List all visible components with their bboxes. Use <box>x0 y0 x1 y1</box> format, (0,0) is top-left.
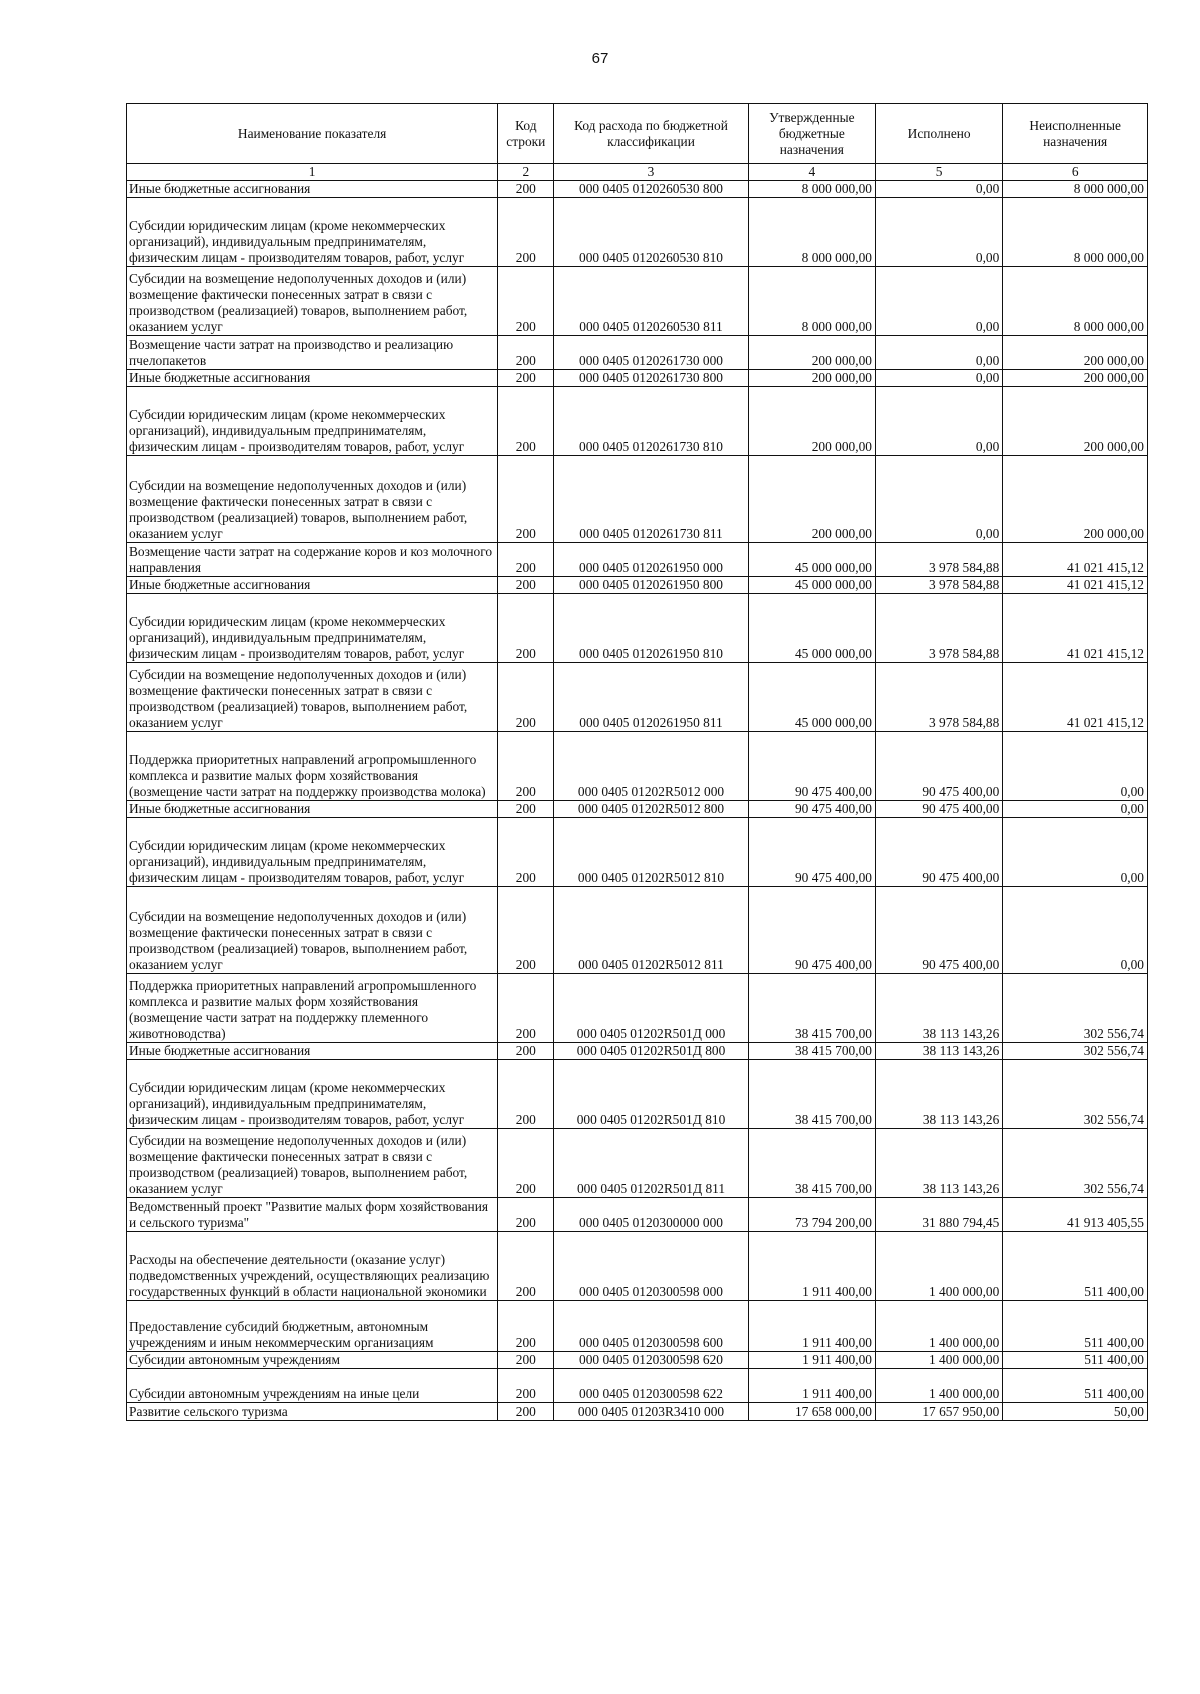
table-row <box>127 456 1148 543</box>
row-name: Субсидии юридическим лицам (кроме некоммерческих организаций), индивидуальным предпринимателям, физическим лицам - производителям товаров, работ, услуг <box>127 387 498 456</box>
row-approved: 45 000 000,00 <box>748 577 875 594</box>
row-classification-code: 000 0405 0120300000 000 <box>554 1198 748 1232</box>
row-classification-code: 000 0405 0120260530 811 <box>554 267 748 336</box>
row-name: Развитие сельского туризма <box>127 1403 498 1421</box>
row-classification-code: 000 0405 01202R501Д 811 <box>554 1129 748 1198</box>
column-number-row <box>127 164 1148 181</box>
row-code: 200 <box>498 1352 554 1369</box>
row-executed: 90 475 400,00 <box>875 801 1002 818</box>
row-executed: 3 978 584,88 <box>875 577 1002 594</box>
row-unexecuted: 0,00 <box>1003 801 1148 818</box>
row-unexecuted: 0,00 <box>1003 887 1148 974</box>
row-unexecuted: 41 021 415,12 <box>1003 594 1148 663</box>
row-name: Предоставление субсидий бюджетным, автономным учреждениям и иным некоммерческим организациям <box>127 1301 498 1352</box>
row-approved: 90 475 400,00 <box>748 732 875 801</box>
row-executed: 0,00 <box>875 387 1002 456</box>
row-executed: 31 880 794,45 <box>875 1198 1002 1232</box>
row-approved: 45 000 000,00 <box>748 543 875 577</box>
row-approved: 1 911 400,00 <box>748 1232 875 1301</box>
row-code: 200 <box>498 801 554 818</box>
row-classification-code: 000 0405 01202R5012 800 <box>554 801 748 818</box>
table-row <box>127 198 1148 267</box>
table-row <box>127 663 1148 732</box>
row-classification-code: 000 0405 01202R5012 000 <box>554 732 748 801</box>
table-row <box>127 387 1148 456</box>
row-code: 200 <box>498 1060 554 1129</box>
table-row <box>127 1043 1148 1060</box>
row-name: Субсидии на возмещение недополученных доходов и (или) возмещение фактически понесенных затрат в связи с производством (реализацией) товаров, выполнением работ, оказанием услуг <box>127 1129 498 1198</box>
row-classification-code: 000 0405 0120261950 811 <box>554 663 748 732</box>
row-name: Субсидии на возмещение недополученных доходов и (или) возмещение фактически понесенных затрат в связи с производством (реализацией) товаров, выполнением работ, оказанием услуг <box>127 456 498 543</box>
row-unexecuted: 511 400,00 <box>1003 1301 1148 1352</box>
row-unexecuted: 41 021 415,12 <box>1003 577 1148 594</box>
table-row <box>127 818 1148 887</box>
row-unexecuted: 41 021 415,12 <box>1003 663 1148 732</box>
table-row <box>127 1198 1148 1232</box>
table-row <box>127 267 1148 336</box>
row-name: Поддержка приоритетных направлений агропромышленного комплекса и развитие малых форм хозяйствования (возмещение части затрат на поддержку племенного животноводства) <box>127 974 498 1043</box>
row-code: 200 <box>498 1301 554 1352</box>
row-unexecuted: 302 556,74 <box>1003 1129 1148 1198</box>
row-executed: 1 400 000,00 <box>875 1369 1002 1403</box>
row-unexecuted: 200 000,00 <box>1003 370 1148 387</box>
row-name: Субсидии юридическим лицам (кроме некоммерческих организаций), индивидуальным предпринимателям, физическим лицам - производителям товаров, работ, услуг <box>127 818 498 887</box>
table-row <box>127 577 1148 594</box>
row-code: 200 <box>498 336 554 370</box>
row-code: 200 <box>498 887 554 974</box>
row-code: 200 <box>498 1369 554 1403</box>
row-unexecuted: 0,00 <box>1003 732 1148 801</box>
table-row <box>127 543 1148 577</box>
row-executed: 90 475 400,00 <box>875 887 1002 974</box>
row-executed: 3 978 584,88 <box>875 663 1002 732</box>
row-classification-code: 000 0405 0120300598 000 <box>554 1232 748 1301</box>
row-unexecuted: 8 000 000,00 <box>1003 267 1148 336</box>
table-row <box>127 181 1148 198</box>
header-unexecuted: Неисполненные назначения <box>1003 104 1148 164</box>
row-approved: 1 911 400,00 <box>748 1369 875 1403</box>
column-number: 4 <box>748 164 875 181</box>
header-executed: Исполнено <box>875 104 1002 164</box>
table-row <box>127 1301 1148 1352</box>
row-classification-code: 000 0405 0120261730 000 <box>554 336 748 370</box>
row-executed: 0,00 <box>875 370 1002 387</box>
row-name: Иные бюджетные ассигнования <box>127 577 498 594</box>
table-row <box>127 370 1148 387</box>
row-executed: 1 400 000,00 <box>875 1232 1002 1301</box>
row-unexecuted: 511 400,00 <box>1003 1232 1148 1301</box>
row-approved: 8 000 000,00 <box>748 198 875 267</box>
row-code: 200 <box>498 198 554 267</box>
row-executed: 90 475 400,00 <box>875 818 1002 887</box>
row-executed: 0,00 <box>875 336 1002 370</box>
row-executed: 38 113 143,26 <box>875 1060 1002 1129</box>
row-classification-code: 000 0405 0120300598 620 <box>554 1352 748 1369</box>
row-name: Субсидии юридическим лицам (кроме некоммерческих организаций), индивидуальным предпринимателям, физическим лицам - производителям товаров, работ, услуг <box>127 198 498 267</box>
row-code: 200 <box>498 818 554 887</box>
row-approved: 45 000 000,00 <box>748 663 875 732</box>
row-approved: 1 911 400,00 <box>748 1301 875 1352</box>
table-row <box>127 594 1148 663</box>
row-unexecuted: 200 000,00 <box>1003 336 1148 370</box>
row-approved: 90 475 400,00 <box>748 887 875 974</box>
row-code: 200 <box>498 1403 554 1421</box>
row-unexecuted: 50,00 <box>1003 1403 1148 1421</box>
table-row <box>127 1352 1148 1369</box>
row-executed: 1 400 000,00 <box>875 1352 1002 1369</box>
header-approved: Утвержденные бюджетные назначения <box>748 104 875 164</box>
row-unexecuted: 200 000,00 <box>1003 456 1148 543</box>
column-number: 6 <box>1003 164 1148 181</box>
row-code: 200 <box>498 577 554 594</box>
row-classification-code: 000 0405 01202R501Д 000 <box>554 974 748 1043</box>
row-approved: 73 794 200,00 <box>748 1198 875 1232</box>
row-executed: 1 400 000,00 <box>875 1301 1002 1352</box>
row-name: Субсидии на возмещение недополученных доходов и (или) возмещение фактически понесенных затрат в связи с производством (реализацией) товаров, выполнением работ, оказанием услуг <box>127 887 498 974</box>
row-unexecuted: 8 000 000,00 <box>1003 198 1148 267</box>
row-classification-code: 000 0405 0120260530 800 <box>554 181 748 198</box>
row-classification-code: 000 0405 01202R5012 811 <box>554 887 748 974</box>
row-approved: 200 000,00 <box>748 336 875 370</box>
table-row <box>127 974 1148 1043</box>
row-code: 200 <box>498 732 554 801</box>
row-approved: 200 000,00 <box>748 370 875 387</box>
row-name: Иные бюджетные ассигнования <box>127 1043 498 1060</box>
row-executed: 0,00 <box>875 456 1002 543</box>
table-row <box>127 1232 1148 1301</box>
row-code: 200 <box>498 387 554 456</box>
row-name: Субсидии на возмещение недополученных доходов и (или) возмещение фактически понесенных затрат в связи с производством (реализацией) товаров, выполнением работ, оказанием услуг <box>127 663 498 732</box>
table-row <box>127 1369 1148 1403</box>
row-unexecuted: 0,00 <box>1003 818 1148 887</box>
row-executed: 38 113 143,26 <box>875 1043 1002 1060</box>
row-unexecuted: 302 556,74 <box>1003 1060 1148 1129</box>
row-name: Иные бюджетные ассигнования <box>127 801 498 818</box>
row-approved: 90 475 400,00 <box>748 801 875 818</box>
row-code: 200 <box>498 181 554 198</box>
row-classification-code: 000 0405 0120261950 800 <box>554 577 748 594</box>
row-executed: 3 978 584,88 <box>875 543 1002 577</box>
row-executed: 38 113 143,26 <box>875 974 1002 1043</box>
table-row <box>127 1060 1148 1129</box>
row-unexecuted: 302 556,74 <box>1003 1043 1148 1060</box>
row-name: Субсидии юридическим лицам (кроме некоммерческих организаций), индивидуальным предпринимателям, физическим лицам - производителям товаров, работ, услуг <box>127 1060 498 1129</box>
row-unexecuted: 41 021 415,12 <box>1003 543 1148 577</box>
row-code: 200 <box>498 456 554 543</box>
row-approved: 1 911 400,00 <box>748 1352 875 1369</box>
row-approved: 17 658 000,00 <box>748 1403 875 1421</box>
row-approved: 38 415 700,00 <box>748 1129 875 1198</box>
row-approved: 38 415 700,00 <box>748 1060 875 1129</box>
row-classification-code: 000 0405 01202R501Д 810 <box>554 1060 748 1129</box>
row-code: 200 <box>498 1043 554 1060</box>
row-classification-code: 000 0405 0120261730 811 <box>554 456 748 543</box>
table-row <box>127 732 1148 801</box>
row-approved: 45 000 000,00 <box>748 594 875 663</box>
row-classification-code: 000 0405 01202R501Д 800 <box>554 1043 748 1060</box>
table-row <box>127 1129 1148 1198</box>
row-executed: 0,00 <box>875 181 1002 198</box>
row-approved: 38 415 700,00 <box>748 974 875 1043</box>
row-executed: 0,00 <box>875 198 1002 267</box>
table-row <box>127 887 1148 974</box>
row-unexecuted: 8 000 000,00 <box>1003 181 1148 198</box>
row-approved: 200 000,00 <box>748 456 875 543</box>
row-code: 200 <box>498 267 554 336</box>
row-name: Субсидии автономным учреждениям <box>127 1352 498 1369</box>
header-row <box>127 104 1148 164</box>
row-name: Ведомственный проект "Развитие малых форм хозяйствования и сельского туризма" <box>127 1198 498 1232</box>
table-row <box>127 1403 1148 1421</box>
budget-execution-table <box>126 103 1148 1421</box>
row-name: Возмещение части затрат на содержание коров и коз молочного направления <box>127 543 498 577</box>
row-executed: 90 475 400,00 <box>875 732 1002 801</box>
page-number: 67 <box>591 50 609 67</box>
row-classification-code: 000 0405 0120300598 622 <box>554 1369 748 1403</box>
row-executed: 17 657 950,00 <box>875 1403 1002 1421</box>
row-classification-code: 000 0405 0120261730 800 <box>554 370 748 387</box>
column-number: 3 <box>554 164 748 181</box>
row-unexecuted: 511 400,00 <box>1003 1352 1148 1369</box>
row-code: 200 <box>498 594 554 663</box>
row-classification-code: 000 0405 01202R5012 810 <box>554 818 748 887</box>
row-code: 200 <box>498 1232 554 1301</box>
row-code: 200 <box>498 370 554 387</box>
row-classification-code: 000 0405 0120261730 810 <box>554 387 748 456</box>
row-executed: 38 113 143,26 <box>875 1129 1002 1198</box>
row-approved: 8 000 000,00 <box>748 181 875 198</box>
column-number: 2 <box>498 164 554 181</box>
row-classification-code: 000 0405 0120300598 600 <box>554 1301 748 1352</box>
row-classification-code: 000 0405 0120261950 810 <box>554 594 748 663</box>
table-row <box>127 801 1148 818</box>
column-number: 1 <box>127 164 498 181</box>
row-code: 200 <box>498 1198 554 1232</box>
row-name: Возмещение части затрат на производство и реализацию пчелопакетов <box>127 336 498 370</box>
row-executed: 3 978 584,88 <box>875 594 1002 663</box>
row-unexecuted: 511 400,00 <box>1003 1369 1148 1403</box>
row-name: Субсидии юридическим лицам (кроме некоммерческих организаций), индивидуальным предпринимателям, физическим лицам - производителям товаров, работ, услуг <box>127 594 498 663</box>
row-approved: 90 475 400,00 <box>748 818 875 887</box>
header-code: Код строки <box>498 104 554 164</box>
row-name: Иные бюджетные ассигнования <box>127 370 498 387</box>
row-name: Субсидии на возмещение недополученных доходов и (или) возмещение фактически понесенных затрат в связи с производством (реализацией) товаров, выполнением работ, оказанием услуг <box>127 267 498 336</box>
header-name: Наименование показателя <box>127 104 498 164</box>
row-code: 200 <box>498 974 554 1043</box>
header-classification: Код расхода по бюджетной классификации <box>554 104 748 164</box>
row-approved: 200 000,00 <box>748 387 875 456</box>
row-name: Поддержка приоритетных направлений агропромышленного комплекса и развитие малых форм хозяйствования (возмещение части затрат на поддержку производства молока) <box>127 732 498 801</box>
row-executed: 0,00 <box>875 267 1002 336</box>
row-name: Субсидии автономным учреждениям на иные цели <box>127 1369 498 1403</box>
row-classification-code: 000 0405 0120260530 810 <box>554 198 748 267</box>
row-unexecuted: 302 556,74 <box>1003 974 1148 1043</box>
row-name: Иные бюджетные ассигнования <box>127 181 498 198</box>
row-classification-code: 000 0405 0120261950 000 <box>554 543 748 577</box>
row-code: 200 <box>498 663 554 732</box>
row-classification-code: 000 0405 01203R3410 000 <box>554 1403 748 1421</box>
row-unexecuted: 200 000,00 <box>1003 387 1148 456</box>
row-unexecuted: 41 913 405,55 <box>1003 1198 1148 1232</box>
row-name: Расходы на обеспечение деятельности (оказание услуг) подведомственных учреждений, осуществляющих реализацию государственных функций в области национальной экономики <box>127 1232 498 1301</box>
row-approved: 38 415 700,00 <box>748 1043 875 1060</box>
row-code: 200 <box>498 543 554 577</box>
row-code: 200 <box>498 1129 554 1198</box>
table-row <box>127 336 1148 370</box>
column-number: 5 <box>875 164 1002 181</box>
row-approved: 8 000 000,00 <box>748 267 875 336</box>
